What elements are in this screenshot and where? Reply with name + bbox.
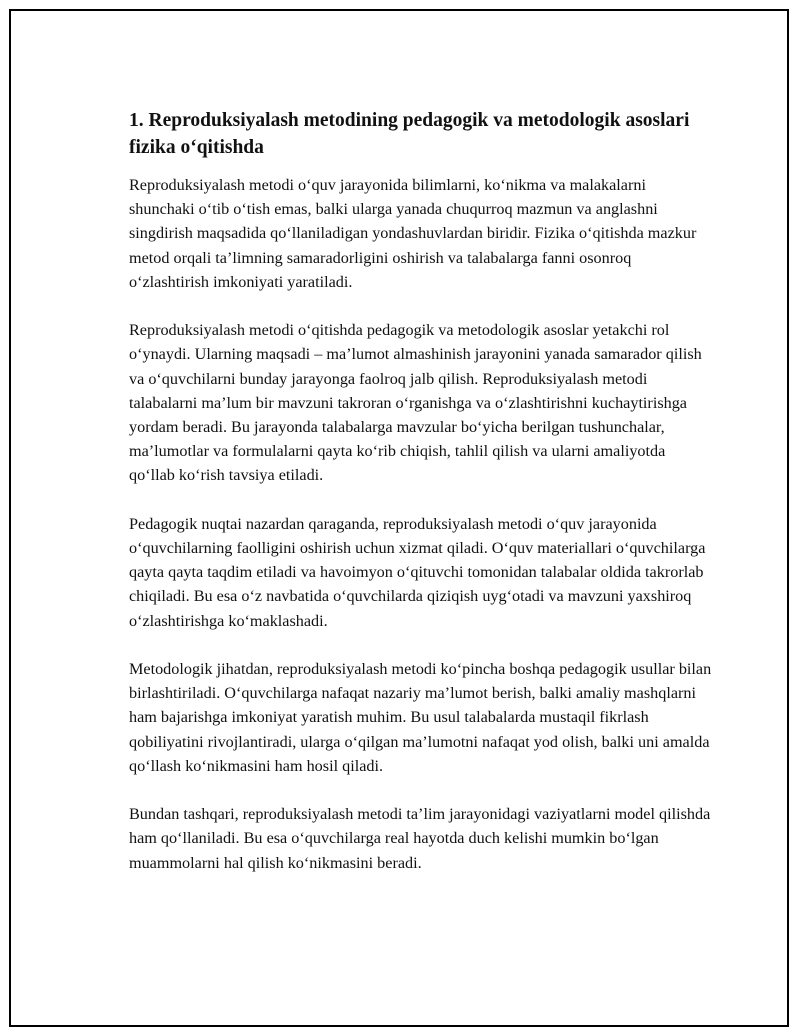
document-body [129,107,714,899]
paragraph: Bundan tashqari, reproduksiyalash metodi ta’lim jarayonidagi vaziyatlarni model qilishda ham qo‘llaniladi. Bu esa o‘quvchilarga real hayotda duch kelishi mumkin bo‘lgan muammolarni hal qilish ko‘nikmasini beradi. [129,805,711,872]
page-border [9,9,789,1027]
section-heading: 1. Reproduksiyalash metodining pedagogik va metodologik asoslari fizika o‘qitishda [129,110,690,158]
paragraph: Reproduksiyalash metodi o‘quv jarayonida bilimlarni, ko‘nikma va malakalarni shunchaki o‘tib o‘tish emas, balki ularga yanada chuqurroq mazmun va anglashni singdirish maqsadida qo‘llaniladigan yondashuvlardan biridir. Fizika o‘qitishda mazkur metod orqali ta’limning samaradorligini oshirish va talabalarga fanni osonroq o‘zlashtirish imkoniyati yaratiladi. [129,176,697,291]
paragraph: Pedagogik nuqtai nazardan qaraganda, reproduksiyalash metodi o‘quv jarayonida o‘quvchilarning faolligini oshirish uchun xizmat qiladi. O‘quv materiallari o‘quvchilarga qayta qayta taqdim etiladi va havoimyon o‘qituvchi tomonidan talabalar oldida takrorlab chiqiladi. Bu esa o‘z navbatida o‘quvchilarda qiziqish uyg‘otadi va mavzuni yaxshiroq o‘zlashtirishga ko‘maklashadi. [129,514,706,630]
paragraph: Metodologik jihatdan, reproduksiyalash metodi ko‘pincha boshqa pedagogik usullar bilan birlashtiriladi. O‘quvchilarga nafaqat nazariy ma’lumot berish, balki amaliy mashqlarni ham bajarishga imkoniyat yaratish muhim. Bu usul talabalarda mustaqil fikrlash qobiliyatini rivojlantiradi, ularga o‘qilgan ma’lumotni nafaqat yod olish, balki uni amalda qo‘llash ko‘nikmasini ham hosil qiladi. [129,660,712,775]
paragraph: Reproduksiyalash metodi o‘qitishda pedagogik va metodologik asoslar yetakchi rol o‘ynaydi. Ularning maqsadi – ma’lumot almashinish jarayonini yanada samarador qilish va o‘quvchilarni bunday jarayonga faolroq jalb qilish. Reproduksiyalash metodi talabalarni ma’lum bir mavzuni takroran o‘rganishga va o‘zlashtirishni kuchaytirishga yordam beradi. Bu jarayonda talabalarga mavzular bo‘yicha berilgan tushunchalar, ma’lumotlar va formulalarni qayta ko‘rib chiqish, tahlil qilish va ularni amaliyotda qo‘llab ko‘rish tavsiya etiladi. [129,321,702,485]
